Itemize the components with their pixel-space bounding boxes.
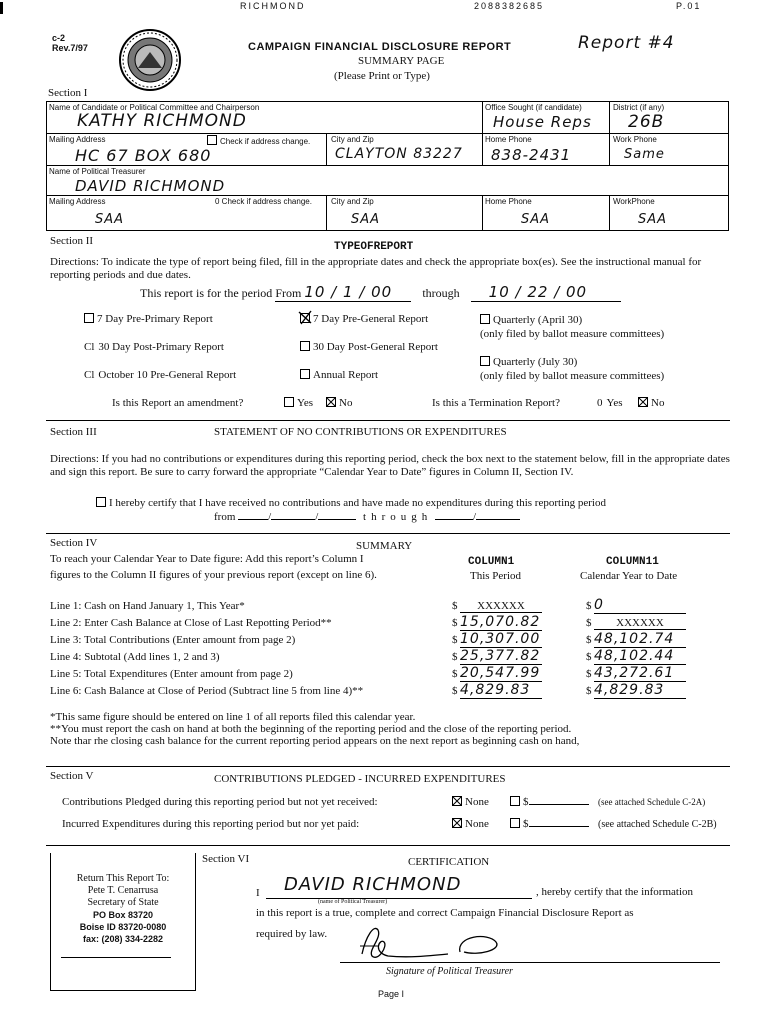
column1-value[interactable]: 20,547.99	[460, 665, 541, 681]
column2-title: COLUMN11	[606, 556, 659, 568]
treasurer-work-phone-field[interactable]	[610, 196, 728, 230]
treasurer-mailing-label: Mailing Address	[49, 197, 106, 206]
treasurer-name-line[interactable]	[266, 874, 532, 899]
checkbox-icon[interactable]: Cl	[84, 341, 95, 353]
checked-box-icon[interactable]	[452, 818, 462, 828]
signature-line	[340, 962, 720, 963]
from-month-field[interactable]	[238, 519, 268, 520]
none-label: None	[465, 818, 489, 830]
summary-line-label: Line 4: Subtotal (Add lines 1, 2 and 3)	[50, 651, 220, 663]
option-7day-pre-primary[interactable]	[84, 313, 213, 325]
work-phone-field[interactable]	[610, 134, 728, 165]
page-number: Page I	[378, 989, 405, 999]
summary-line	[50, 633, 730, 649]
summary-line-label: Line 6: Cash Balance at Close of Period (Subtract line 5 from line 4)**	[50, 685, 364, 697]
divider	[46, 533, 730, 534]
checkbox-icon[interactable]	[480, 356, 490, 366]
option-label: October 10 Pre-General Report	[98, 369, 237, 381]
return-line: Pete T. Cenarrusa	[87, 885, 159, 896]
option-quarterly-april[interactable]	[480, 313, 664, 341]
summary-line	[50, 650, 730, 666]
divider	[61, 957, 171, 958]
form-subtitle: SUMMARY PAGE	[358, 55, 445, 67]
from-label: from	[214, 511, 236, 523]
dollar-sign: $	[586, 651, 592, 663]
fax-sender: RICHMOND	[240, 1, 306, 11]
yes-label: Yes	[297, 397, 314, 409]
column2-value[interactable]: XXXXXX	[594, 617, 686, 630]
section5-label: Section V	[50, 770, 94, 782]
column1-subtitle: This Period	[470, 570, 522, 582]
office-sought-field[interactable]	[483, 102, 610, 133]
mailing-address-field[interactable]	[47, 134, 327, 165]
checkbox-icon[interactable]	[510, 818, 520, 828]
dollar-sign: $	[586, 685, 592, 697]
summary-line-label: Line 1: Cash on Hand January 1, This Year*	[50, 600, 245, 612]
section1-grid	[46, 101, 729, 231]
checkbox-icon[interactable]	[480, 314, 490, 324]
option-label: Quarterly (April 30)	[493, 314, 583, 326]
through-month-field[interactable]	[435, 519, 473, 520]
summary-line	[50, 599, 730, 615]
treasurer-work-phone-value: SAA	[638, 212, 668, 227]
termination-question: Is this a Termination Report?	[432, 397, 560, 409]
mailing-address-value: HC 67 BOX 680	[75, 146, 212, 165]
address-change-checkbox	[207, 135, 310, 146]
section2-heading: TYPEOFREPORT	[334, 241, 414, 253]
pledged-amount-field[interactable]	[529, 804, 589, 805]
district-value: 26B	[628, 112, 665, 132]
dollar-sign: $	[586, 617, 592, 629]
pledged-none[interactable]	[452, 796, 489, 808]
option-note: (only filed by ballot measure committees)	[480, 328, 665, 340]
incurred-amount-field[interactable]	[529, 826, 589, 827]
through-day-field[interactable]	[476, 519, 520, 520]
section6-heading: CERTIFICATION	[408, 856, 490, 868]
checked-box-icon[interactable]	[300, 313, 310, 323]
column1-value[interactable]: 4,829.83	[460, 682, 542, 699]
checked-box-icon[interactable]	[326, 397, 336, 407]
option-label: 30 Day Post-General Report	[313, 341, 438, 353]
city-zip-value: CLAYTON 83227	[335, 146, 463, 162]
checkbox-icon[interactable]: 0	[597, 397, 603, 409]
dollar-sign: $	[452, 685, 458, 697]
form-title: CAMPAIGN FINANCIAL DISCLOSURE REPORT	[248, 41, 512, 53]
treasurer-city-value: SAA	[351, 212, 381, 227]
dollar-sign: $	[452, 651, 458, 663]
dollar-sign: $	[452, 617, 458, 629]
amendment-no[interactable]	[326, 397, 352, 409]
treasurer-row	[47, 166, 728, 196]
period-text: This report is for the period	[140, 286, 273, 300]
certify-i: I	[256, 887, 260, 899]
certify-text: I hereby certify that I have received no contributions and have made no expenditures during this reporting period	[109, 497, 606, 509]
through-label: through	[363, 511, 433, 523]
district-field[interactable]	[610, 102, 728, 133]
candidate-address-row	[47, 134, 728, 166]
certify-line1: , hereby certify that the information	[536, 886, 693, 898]
option-label: Quarterly (July 30)	[493, 356, 578, 368]
city-zip-field[interactable]	[327, 134, 483, 165]
termination-no[interactable]	[638, 397, 664, 409]
return-address	[65, 873, 181, 945]
section4-intro-line2: figures to the Column II figures of your previous report (except on line 6).	[50, 569, 377, 581]
dollar-sign: $	[452, 600, 458, 612]
candidate-name-label: Name of Candidate or Political Committee and Chairperson	[49, 103, 260, 112]
section3-directions: Directions: If you had no contributions or expenditures during this reporting period, check the box next to the statement below, fill in the appropriate dates and sign this report. Be sure to carry forward the appropriate “Calendar Year to Date” figures in Column II, Section IV.	[50, 453, 730, 478]
return-address-box	[50, 853, 196, 991]
treasurer-name-value: DAVID RICHMOND	[75, 177, 226, 195]
amendment-question: Is this Report an amendment?	[112, 397, 244, 409]
no-label: No	[339, 397, 353, 409]
dollar-sign: $	[586, 600, 592, 612]
checkbox-icon[interactable]: Cl	[84, 369, 95, 381]
section6-label: Section VI	[202, 853, 250, 865]
schedule-c2a: (see attached Schedule C-2A)	[598, 797, 706, 807]
no-activity-certify[interactable]	[96, 497, 606, 509]
column1-value[interactable]: 10,307.00	[460, 631, 541, 647]
no-activity-dates: from / / through /	[214, 511, 520, 523]
dollar-sign: $	[452, 668, 458, 680]
checkbox-icon[interactable]	[96, 497, 106, 507]
option-note: (only filed by ballot measure committees)	[480, 370, 665, 382]
option-label: 30 Day Post-Primary Report	[98, 341, 224, 353]
checked-box-icon[interactable]	[638, 397, 648, 407]
schedule-c2b: (see attached Schedule C-2B)	[598, 819, 717, 830]
treasurer-address-change-label: 0 Check if address change.	[215, 197, 312, 206]
option-october10-pre-general[interactable]	[84, 369, 236, 381]
section2-directions: Directions: To indicate the type of report being filed, fill in the appropriate dates and check the appropriate box(es). See the instructional manual for reporting periods and due dates.	[50, 256, 702, 281]
treasurer-name-field[interactable]	[47, 166, 728, 195]
home-phone-field[interactable]	[483, 134, 610, 165]
treasurer-name-label: Name of Political Treasurer	[49, 167, 146, 176]
name-caption: (name of Political Treasurer)	[318, 899, 388, 905]
report-period	[140, 283, 621, 302]
option-30day-post-primary[interactable]	[84, 341, 224, 353]
signature-caption: Signature of Political Treasurer	[386, 966, 513, 977]
none-label: None	[465, 796, 489, 808]
section2-label: Section II	[50, 235, 94, 247]
incurred-none[interactable]	[452, 818, 489, 830]
incurred-amount[interactable]	[510, 818, 589, 830]
column1-value[interactable]: 25,377.82	[460, 648, 541, 664]
column1-value[interactable]: 15,070.82	[460, 614, 541, 630]
treasurer-mailing-field[interactable]	[47, 196, 327, 230]
section4-heading: SUMMARY	[356, 540, 413, 552]
divider	[46, 845, 730, 846]
divider	[46, 420, 730, 421]
from-date-value: 10 / 1 / 00	[304, 283, 393, 301]
treasurer-home-phone-label: Home Phone	[485, 197, 532, 206]
return-line: Boise ID 83720-0080	[79, 922, 167, 932]
dollar-sign: $	[452, 634, 458, 646]
office-sought-value: House Reps	[493, 113, 592, 131]
column2-value[interactable]: 48,102.74	[594, 631, 686, 648]
dollar-sign: $	[586, 634, 592, 646]
column2-value[interactable]: 43,272.61	[594, 665, 686, 682]
district-label: District (if any)	[613, 103, 665, 112]
option-label: 7 Day Pre-Primary Report	[97, 313, 213, 325]
scan-mark	[0, 2, 3, 14]
dollar-sign: $	[586, 668, 592, 680]
form-code: c-2	[52, 33, 66, 43]
return-line: PO Box 83720	[92, 910, 154, 920]
work-phone-value: Same	[624, 147, 665, 162]
summary-line	[50, 684, 730, 700]
period-from-field[interactable]	[275, 283, 411, 302]
column1-title: COLUMN1	[468, 556, 515, 568]
checked-box-icon[interactable]	[452, 796, 462, 806]
from-label: From	[275, 286, 302, 300]
no-label: No	[651, 397, 665, 409]
section3-label: Section III	[50, 426, 97, 438]
treasurer-mailing-value: SAA	[95, 212, 125, 227]
section4-intro-line1: To reach your Calendar Year to Date figure: Add this report’s Column I	[50, 553, 364, 565]
option-annual-report[interactable]	[300, 369, 378, 381]
address-change-label: Check if address change.	[220, 137, 311, 146]
treasurer-signature[interactable]	[348, 916, 528, 964]
home-phone-value: 838-2431	[491, 146, 572, 164]
candidate-name-field[interactable]	[47, 102, 483, 133]
checkbox-icon[interactable]	[284, 397, 294, 407]
checkbox-icon[interactable]	[84, 313, 94, 323]
treasurer-home-phone-field[interactable]	[483, 196, 610, 230]
certifier-name: DAVID RICHMOND	[284, 874, 462, 895]
return-line: fax: (208) 334-2282	[82, 934, 164, 944]
pledged-amount[interactable]	[510, 796, 589, 808]
checkbox-icon[interactable]	[207, 135, 217, 145]
dollar-sign: $	[523, 796, 529, 808]
column2-subtitle: Calendar Year to Date	[580, 570, 678, 582]
option-quarterly-july[interactable]	[480, 355, 664, 383]
treasurer-city-field[interactable]	[327, 196, 483, 230]
summary-line	[50, 667, 730, 683]
period-through-field[interactable]	[471, 283, 621, 302]
from-day-field[interactable]	[271, 519, 315, 520]
divider	[46, 766, 730, 767]
form-instruction: (Please Print or Type)	[334, 70, 430, 82]
checkbox-icon[interactable]	[300, 341, 310, 351]
fax-page: P.01	[676, 1, 702, 11]
treasurer-city-label: City and Zip	[331, 197, 374, 206]
through-date-value: 10 / 22 / 00	[488, 283, 588, 301]
section1-label: Section I	[48, 87, 88, 99]
checkbox-icon[interactable]	[510, 796, 520, 806]
state-seal-icon	[118, 28, 182, 92]
work-phone-label: Work Phone	[613, 135, 657, 144]
through-label: through	[422, 286, 460, 300]
home-phone-label: Home Phone	[485, 135, 532, 144]
summary-line	[50, 616, 730, 632]
termination-yes[interactable]	[597, 397, 623, 409]
handwritten-report-number: Report #4	[578, 33, 675, 53]
column1-value[interactable]: XXXXXX	[460, 600, 542, 613]
note-2: **You must report the cash on hand at both the beginning of the reporting period and the close of the reporting period.	[50, 723, 572, 735]
candidate-name-value: KATHY RICHMOND	[77, 111, 247, 131]
option-label: Annual Report	[313, 369, 379, 381]
fax-number: 2088382685	[474, 1, 545, 11]
section5-heading: CONTRIBUTIONS PLEDGED - INCURRED EXPENDITURES	[214, 773, 506, 785]
return-line: Return This Report To:	[76, 873, 170, 884]
column2-value[interactable]: 4,829.83	[594, 682, 686, 699]
column2-value[interactable]: 0	[594, 597, 686, 614]
column2-value[interactable]: 48,102.44	[594, 648, 686, 665]
section3-heading: STATEMENT OF NO CONTRIBUTIONS OR EXPENDITURES	[214, 426, 507, 438]
option-label: 7 Day Pre-General Report	[313, 313, 429, 325]
certify-line3: required by law.	[256, 928, 328, 940]
candidate-row	[47, 102, 728, 134]
checkbox-icon[interactable]	[300, 369, 310, 379]
office-sought-label: Office Sought (if candidate)	[485, 103, 582, 112]
form-rev: Rev.7/97	[52, 43, 88, 53]
certify-line2: in this report is a true, complete and correct Campaign Financial Disclosure Report as	[256, 907, 634, 919]
amendment-yes[interactable]	[284, 397, 313, 409]
treasurer-address-row	[47, 196, 728, 230]
incurred-text: Incurred Expenditures during this reporting period but nor yet paid:	[62, 818, 360, 830]
summary-line-label: Line 5: Total Expenditures (Enter amount from page 2)	[50, 668, 293, 680]
treasurer-work-phone-label: WorkPhone	[613, 197, 655, 206]
summary-line-label: Line 2: Enter Cash Balance at Close of Last Repotting Period**	[50, 617, 332, 629]
pledged-text: Contributions Pledged during this reporting period but not yet received:	[62, 796, 378, 808]
return-line: Secretary of State	[87, 897, 159, 908]
summary-line-label: Line 3: Total Contributions (Enter amount from page 2)	[50, 634, 296, 646]
option-30day-post-general[interactable]	[300, 341, 438, 353]
option-7day-pre-general[interactable]	[300, 313, 428, 325]
note-3: Note thar rhe closing cash balance for the current reporting period appears on the next report as beginning cash on hand,	[50, 735, 580, 747]
dollar-sign: $	[523, 818, 529, 830]
section4-label: Section IV	[50, 537, 98, 549]
from-year-field[interactable]	[318, 519, 356, 520]
city-zip-label: City and Zip	[331, 135, 374, 144]
treasurer-home-phone-value: SAA	[521, 212, 551, 227]
note-1: *This same figure should be entered on line 1 of all reports filed this calendar year.	[50, 711, 416, 723]
yes-label: Yes	[606, 397, 623, 409]
mailing-address-label: Mailing Address	[49, 135, 106, 144]
summary-notes	[50, 711, 579, 747]
